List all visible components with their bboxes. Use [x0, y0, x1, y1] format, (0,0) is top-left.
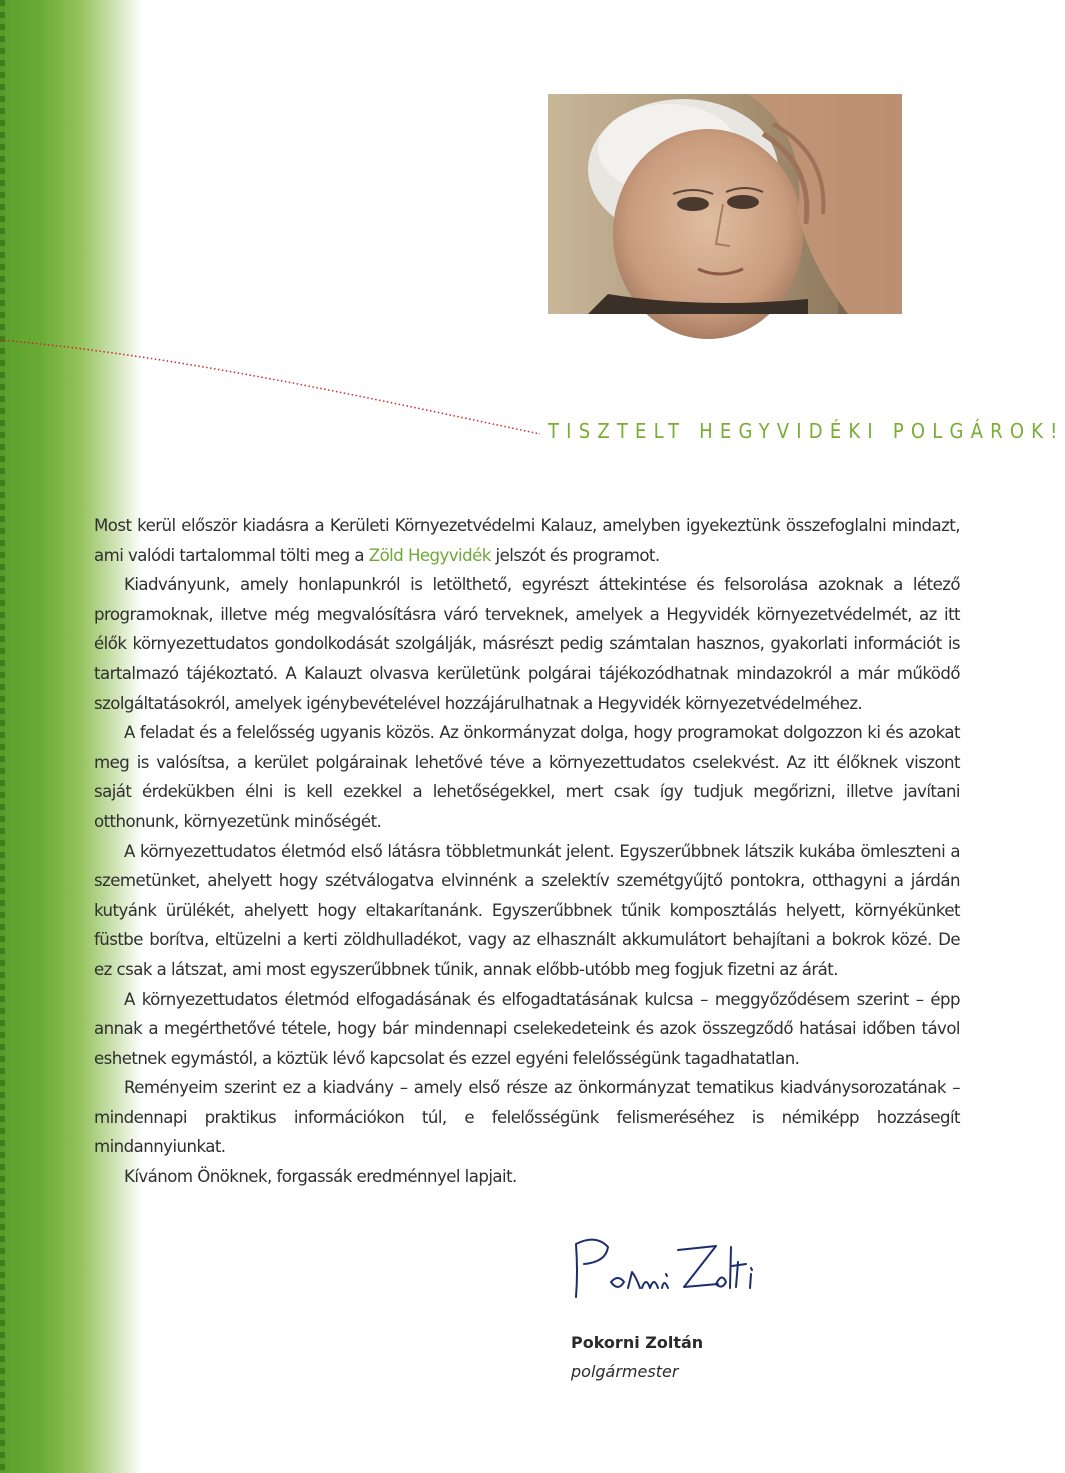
mayor-portrait-photo — [548, 94, 902, 314]
decorative-edge-strip — [0, 0, 5, 1473]
signer-name: Pokorni Zoltán — [571, 1333, 704, 1352]
paragraph-1-tail: jelszót és programot. — [490, 545, 660, 565]
handwritten-signature — [566, 1232, 766, 1312]
paragraph-2: Kiadványunk, amely honlapunkról is letölthető, egyrészt áttekintése és felsorolása azoknak a létező programoknak, illetve még megvalósításra váró terveknek, amelyek a Hegyvidék környezetvédelmét, az itt élők környezettudatos gondolkodását szolgálják, másrészt pedig számtalan hasznos, gyakorlati információt is tartalmazó tájékoztató. A Kalauzt olvasva kerületünk polgárai tájékozódhatnak mindazokról a már működő szolgáltatásokról, amelyek igénybevételével hozzájárulhatnak a Hegyvidék környezetvédelméhez. — [94, 575, 960, 713]
paragraph-1-text: Most kerül először kiadásra a Kerületi Környezetvédelmi Kalauz, amelyben igyekeztünk összefoglalni mindazt, ami valódi tartalommal tölti meg a — [94, 516, 960, 565]
letter-body — [94, 511, 960, 1192]
signer-title: polgármester — [571, 1362, 679, 1381]
paragraph-5: A környezettudatos életmód elfogadásának és elfogadtatásának kulcsa – meggyőződésem szerint – épp annak a megérthetővé tétele, hogy bár mindennapi cselekedeteink és azok összegződő hatásai időben távol eshetnek egymástól, a köztük lévő kapcsolat és ezzel egyéni felelősségünk tagadhatatlan. — [94, 989, 960, 1068]
paragraph-7: Kívánom Önöknek, forgassák eredménnyel lapjait. — [124, 1167, 517, 1187]
zold-hegyvidek-highlight: Zöld Hegyvidék — [368, 545, 491, 565]
dotted-divider-line — [0, 336, 548, 446]
greeting-heading: TISZTELT HEGYVIDÉKI POLGÁROK! — [548, 419, 1065, 443]
paragraph-6: Reményeim szerint ez a kiadvány – amely első része az önkormányzat tematikus kiadványsorozatának – mindennapi praktikus információkon túl, e felelősségünk felismeréséhez is némiképp hozzásegít mindannyiunkat. — [94, 1078, 960, 1157]
paragraph-1 — [94, 511, 960, 570]
paragraph-3: A feladat és a felelősség ugyanis közös. Az önkormányzat dolga, hogy programokat dolgozzon ki és azokat meg is valósítsa, a kerület polgárainak lehetővé téve a környezettudatos cselekvést. Az itt élőknek viszont saját érdekükben élni is kell ezekkel a lehetőségekkel, mert csak így tudjuk megőrizni, illetve javítani otthonunk, környezetünk minőségét. — [94, 723, 960, 831]
paragraph-4: A környezettudatos életmód első látásra többletmunkát jelent. Egyszerűbbnek látszik kukába ömleszteni a szemetünket, ahelyett hogy szétválogatva elvinnénk a szelektív szemétgyűjtő pontokra, otthagyni a járdán kutyánk ürülékét, ahelyett hogy eltakarítanánk. Egyszerűbbnek tűnik komposztálás helyett, környékünket füstbe borítva, eltüzelni a kerti zöldhulladékot, vagy az elhasznált akkumulátort behajítani a bokrok közé. De ez csak a látszat, ami most egyszerűbbnek tűnik, annak előbb-utóbb meg fogjuk fizetni az árát. — [94, 841, 960, 979]
